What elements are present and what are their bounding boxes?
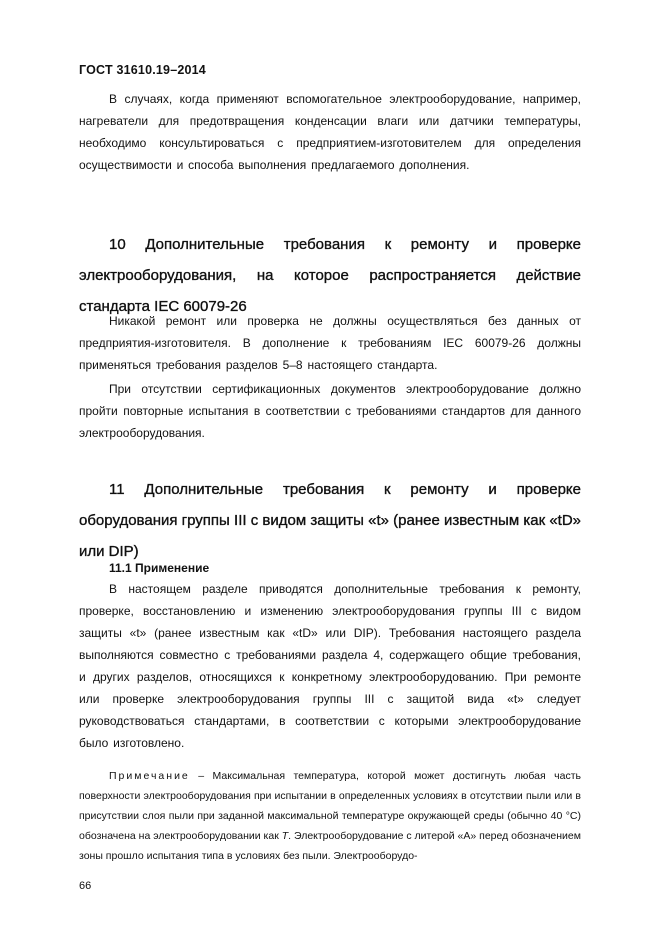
note-lead: Примечание [109, 770, 190, 782]
note-text-part-1: – Максимальная температура, которой может достигнуть любая часть поверхности электрооборудования при испытании в определенных условиях в отсутствии пыли или в присутствии слоя пыли при заданной максимальной температуре окружающей среды (обычно 40 °С) обозначена на электрооборудовании как [79, 770, 581, 842]
section-10-heading: 10 Дополнительные требования к ремонту и проверке электрооборудования, на которое распространяется действие стандарта IEC 60079-26 [79, 236, 581, 315]
section-10-paragraph-1: Никакой ремонт или проверка не должны осуществляться без данных от предприятия-изготовителя. В дополнение к требованиям IEC 60079-26 должны применяться требования разделов 5–8 настоящего стандарта. [79, 314, 581, 372]
section-11-heading: 11 Дополнительные требования к ремонту и проверке оборудования группы III с видом защиты «t» (ранее известным как «tD» или DIP) [79, 481, 581, 560]
note-text-part-2: . Электрооборудование с литерой «А» перед обозначением зоны прошло испытания типа в условиях без пыли. Электрооборудо- [79, 830, 581, 862]
intro-paragraph: В случаях, когда применяют вспомогательное электрооборудование, например, нагреватели для предотвращения конденсации влаги или датчики температуры, необходимо консультироваться с предприятием-изготовителем для определения осуществимости и способа выполнения предлагаемого дополнения. [79, 92, 581, 172]
subsection-11-1-heading: 11.1 Применение [109, 561, 210, 575]
document-code-header: ГОСТ 31610.19–2014 [79, 63, 206, 77]
note-paragraph [79, 766, 581, 866]
page-number: 66 [79, 880, 92, 892]
section-10-paragraph-2: При отсутствии сертификационных документов электрооборудование должно пройти повторные испытания в соответствии с требованиями стандартов для данного электрооборудования. [79, 382, 581, 440]
note-temperature-symbol: T [281, 830, 289, 842]
section-11-1-paragraph: В настоящем разделе приводятся дополнительные требования к ремонту, проверке, восстановлению и изменению электрооборудования группы III с видом защиты «t» (ранее известным как «tD» или DIP). Требования настоящего раздела выполняются совместно с требованиями раздела 4, содержащего общие требования, и других разделов, относящихся к конкретному электрооборудованию. При ремонте или проверке электрооборудования группы III с защитой вида «t» следует руководствоваться стандартами, в соответствии с которыми электрооборудование было изготовлено. [79, 582, 581, 750]
